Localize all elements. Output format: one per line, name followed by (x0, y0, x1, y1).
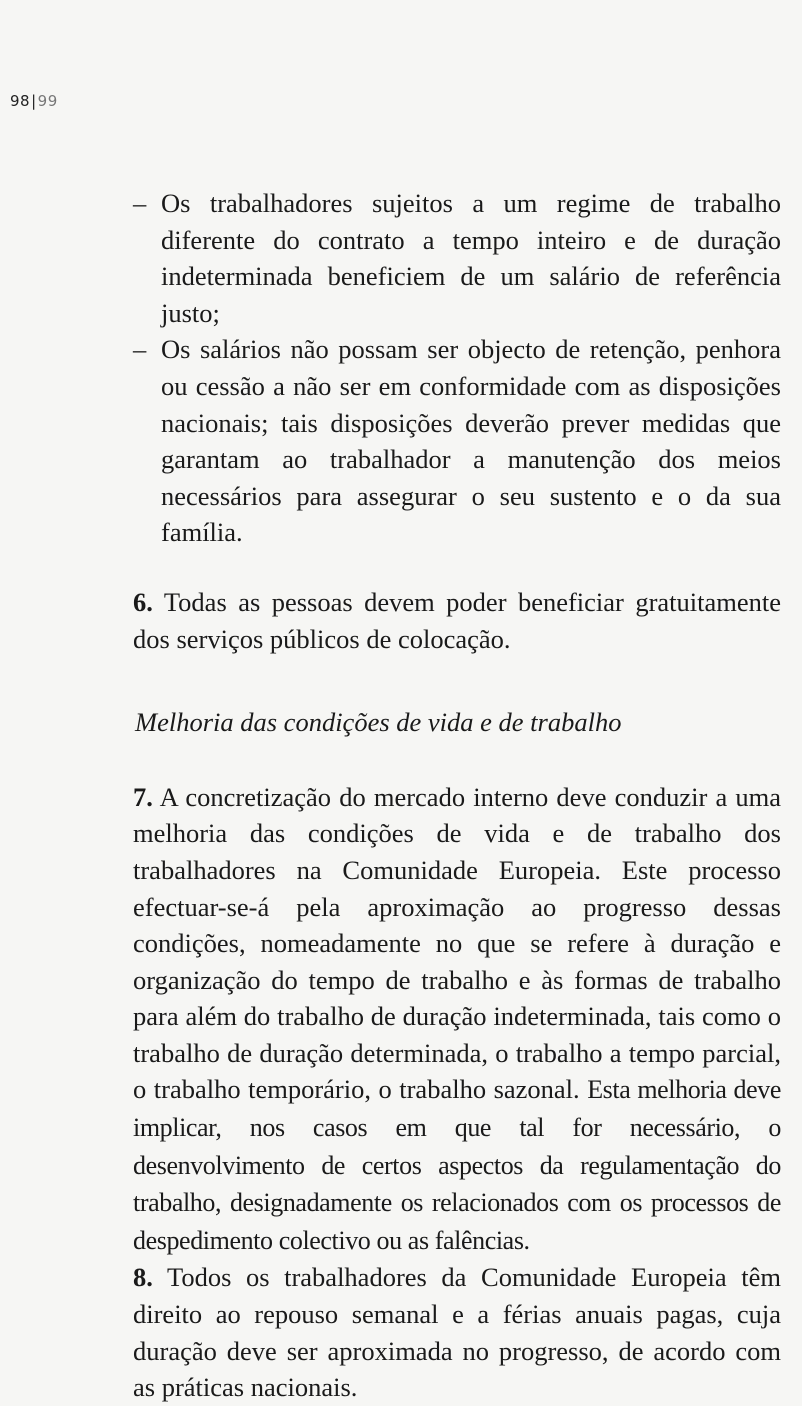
item-number: 7. (133, 781, 153, 812)
item-number: 6. (133, 586, 153, 617)
page-number-left: 98 (10, 92, 31, 110)
page-number-separator: | (31, 92, 37, 110)
paragraph-item-7 (133, 779, 781, 1260)
section-heading: Melhoria das condições de vida e de trabalho (135, 707, 622, 738)
page-body (133, 185, 781, 1406)
item-text: A concretização do mercado interno deve conduzir a uma melhoria das condições de vida e de trabalho dos trabalhadores na Comunidade Europeia. Este processo efectuar-se-á pela aproximação ao progresso dessas condições, nomeadamente no que se refere à duração e organização do tempo de trabalho e às formas de trabalho para além do trabalho de duração indeterminada, tais como o trabalho de duração determinada, o trabalho a tempo parcial, o trabalho temporário, o trabalho sazonal. (133, 781, 782, 1105)
item-text-continued: Esta melhoria deve implicar, nos casos em que tal for necessário, o desenvolvimento de certos aspectos da regulamentação do trabalho, designadamente os relacionados com os processos de despedimento colectivo ou as falências. (133, 1075, 782, 1255)
item-text: Todas as pessoas devem poder beneficiar gratuitamente dos serviços públicos de colocação. (133, 586, 781, 654)
bullet-item (133, 185, 781, 331)
bullet-text: Os trabalhadores sujeitos a um regime de trabalho diferente do contrato a tempo inteiro e de duração indeterminada beneficiem de um salário de referência justo; (161, 188, 781, 328)
paragraph-item-8 (133, 1259, 781, 1405)
item-number: 8. (133, 1262, 153, 1293)
page-number (10, 92, 58, 110)
bullet-item (133, 331, 781, 551)
page-number-right: 99 (37, 92, 58, 110)
bullet-dash: – (133, 188, 147, 218)
bullet-text: Os salários não possam ser objecto de retenção, penhora ou cessão a não ser em conformidade com as disposições nacionais; tais disposições deverão prever medidas que garantam ao trabalhador a manutenção dos meios necessários para assegurar o seu sustento e o da sua família. (161, 334, 781, 548)
item-text: Todos os trabalhadores da Comunidade Europeia têm direito ao repouso semanal e a férias anuais pagas, cuja duração deve ser aproximada no progresso, de acordo com as práticas nacionais. (133, 1262, 781, 1403)
bullet-dash: – (133, 334, 147, 365)
paragraph-item-6 (133, 584, 781, 657)
